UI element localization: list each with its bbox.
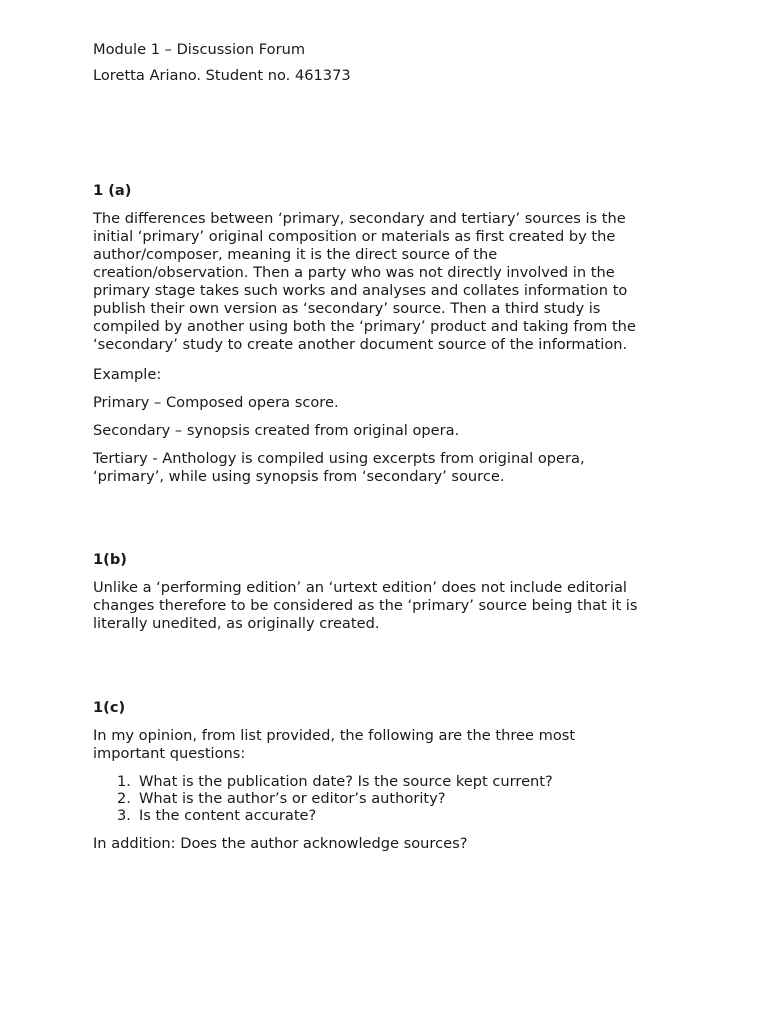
example-tertiary: Tertiary - Anthology is compiled using excerpts from original opera, ‘primary’, while using synopsis from ‘secondary’ source. — [93, 450, 585, 485]
list-item — [117, 773, 553, 791]
list-item-text: Is the content accurate? — [139, 807, 317, 824]
section-b-heading: 1(b) — [93, 551, 127, 568]
section-c-heading: 1(c) — [93, 699, 126, 716]
example-primary: Primary – Composed opera score. — [93, 394, 339, 411]
example-label: Example: — [93, 366, 162, 383]
list-item-number: 2. — [117, 790, 131, 807]
list-item-number: 3. — [117, 807, 131, 824]
list-item-number: 1. — [117, 773, 131, 790]
list-item — [117, 807, 316, 825]
section-a-paragraph: The differences between ‘primary, secondary and tertiary’ sources is the initial ‘primary’ original composition or materials as first created by the author/composer, meaning it is the direct source of the creation/observation. Then a party who was not directly involved in the primary stage takes such works and analyses and collates information to publish their own version as ‘secondary’ source. Then a third study is compiled by another using both the ‘primary’ product and taking from the ‘secondary’ study to create another document source of the information. — [93, 210, 636, 353]
section-c-addition: In addition: Does the author acknowledge sources? — [93, 835, 468, 852]
example-secondary: Secondary – synopsis created from original opera. — [93, 422, 460, 439]
section-c-intro: In my opinion, from list provided, the following are the three most important questions: — [93, 727, 576, 762]
list-item-text: What is the author’s or editor’s authority? — [139, 790, 446, 807]
section-b-paragraph: Unlike a ‘performing edition’ an ‘urtext edition’ does not include editorial changes therefore to be considered as the ‘primary’ source being that it is literally unedited, as originally created. — [93, 579, 638, 632]
list-item-text: What is the publication date? Is the source kept current? — [139, 773, 553, 790]
student-info: Loretta Ariano. Student no. 461373 — [93, 67, 351, 84]
list-item — [117, 790, 446, 808]
module-title: Module 1 – Discussion Forum — [93, 41, 306, 58]
section-a-heading: 1 (a) — [93, 182, 132, 199]
